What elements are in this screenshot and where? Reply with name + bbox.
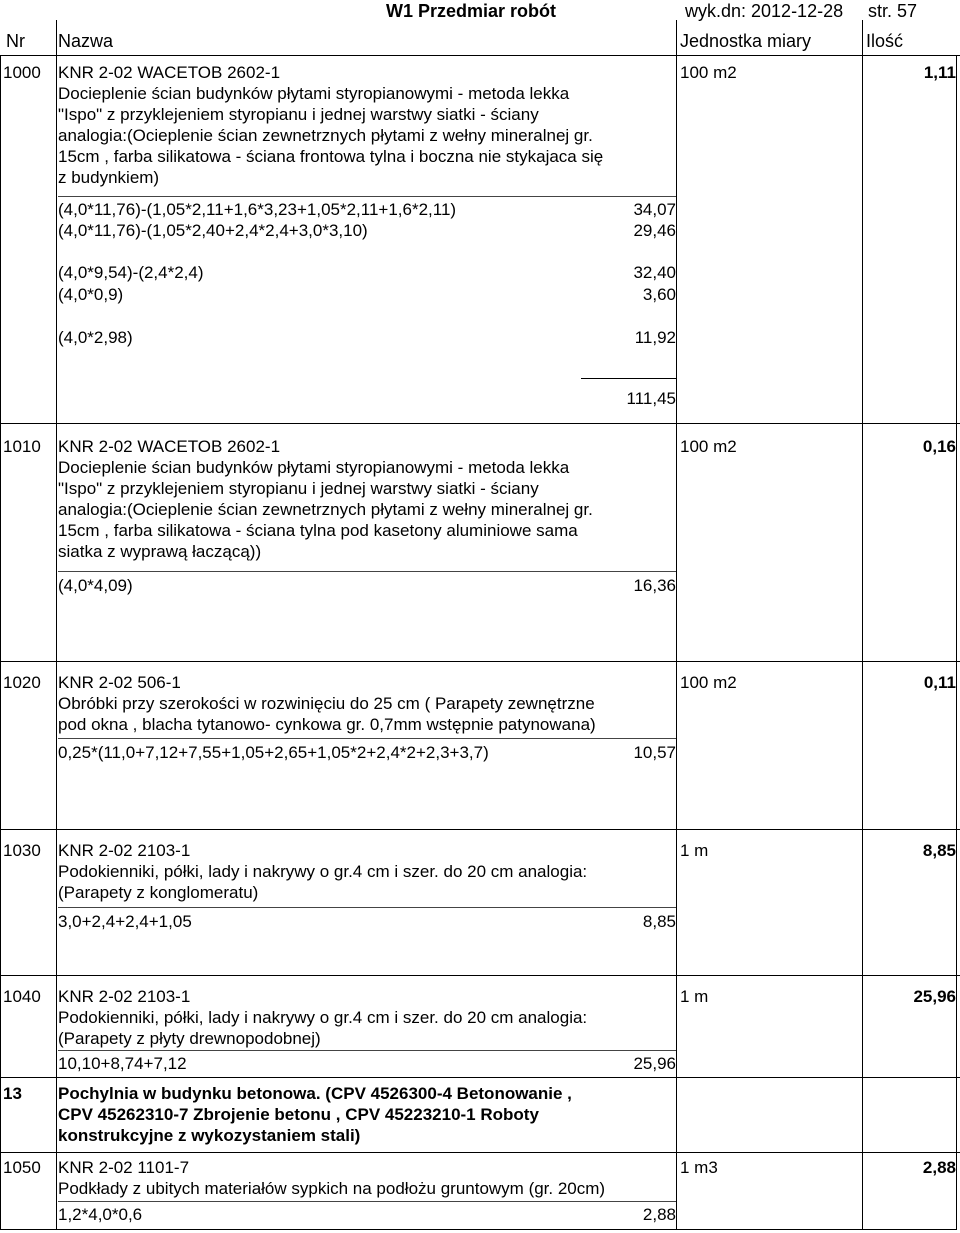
item-description-line: (Parapety z konglomeratu) [58,883,259,902]
calc-value: 8,85 [642,912,676,931]
item-number: 1000 [3,63,41,82]
item-description-line: (Parapety z płyty drewnopodobnej) [58,1029,321,1048]
calc-expression: 0,25*(11,0+7,12+7,55+1,05+2,65+1,05*2+2,4*2+2,3+3,7) [58,743,489,762]
item-quantity: 2,88 [922,1158,956,1177]
item-code: KNR 2-02 506-1 [58,673,181,692]
calc-expression: 1,2*4,0*0,6 [58,1205,143,1224]
item-description-line: analogia:(Ocieplenie ścian zewnetrznych płytami z wełny mineralnej gr. [58,500,593,519]
item-description-line: "Ispo" z przyklejeniem styropianu i jednej warstwy siatki - ściany [58,105,539,124]
item-unit: 1 m [680,987,709,1006]
column-header-jednostka: Jednostka miary [680,31,812,51]
header-divider [676,20,677,55]
item-quantity: 1,11 [923,63,956,82]
calc-separator [58,1201,676,1202]
item-description-line: z budynkiem) [58,168,160,187]
calc-expression: (4,0*2,98) [58,328,133,347]
row-rule [0,1077,960,1078]
item-number: 1020 [3,673,41,692]
item-unit: 1 m [680,841,709,860]
item-description-line: pod okna , blacha tytanowo- cynkowa gr. 0,7mm wstępnie patynowana) [58,715,596,734]
calc-separator [58,1050,676,1051]
item-code: KNR 2-02 2103-1 [58,987,191,1006]
item-description-line: Podokienniki, półki, lady i nakrywy o gr.4 cm i szer. do 20 cm analogia: [58,1008,588,1027]
calc-value: 25,96 [633,1054,676,1073]
item-unit: 100 m2 [680,63,737,82]
section-title-line: Pochylnia w budynku betonowa. (CPV 4526300-4 Betonowanie , [58,1084,572,1103]
calc-separator [58,571,676,572]
item-unit: 1 m3 [680,1158,718,1177]
calc-expression: (4,0*11,76)-(1,05*2,11+1,6*3,23+1,05*2,11+1,6*2,11) [58,200,457,219]
column-header-nr: Nr [6,31,25,51]
item-description-line: siatka z wyprawą łaczącą)) [58,542,262,561]
header-rule [0,55,960,56]
item-description-line: 15cm , farba silikatowa - ściana frontowa tylna i boczna nie stykajaca się [58,147,604,166]
column-header-ilosc: Ilość [866,31,904,51]
item-code: KNR 2-02 WACETOB 2602-1 [58,437,281,456]
item-quantity: 25,96 [913,987,956,1006]
item-number: 1030 [3,841,41,860]
row-rule [0,661,960,662]
header-divider [56,20,57,55]
item-number: 1010 [3,437,41,456]
document-date: wyk.dn: 2012-12-28 [685,1,844,21]
item-code: KNR 2-02 2103-1 [58,841,191,860]
document-title: W1 Przedmiar robót [386,1,557,21]
table-border-bottom [0,1229,957,1230]
item-unit: 100 m2 [680,673,737,692]
item-code: KNR 2-02 WACETOB 2602-1 [58,63,281,82]
calc-value: 34,07 [633,200,676,219]
item-description-line: 15cm , farba silikatowa - ściana tylna pod kasetony aluminiowe sama [58,521,578,540]
calc-separator [58,907,676,908]
item-number: 1050 [3,1158,41,1177]
section-title-line: CPV 45262310-7 Zbrojenie betonu , CPV 45223210-1 Roboty [58,1105,539,1124]
item-description-line: analogia:(Ocieplenie ścian zewnetrznych płytami z wełny mineralnej gr. [58,126,593,145]
section-number: 13 [3,1084,22,1103]
calc-expression: 10,10+8,74+7,12 [58,1054,187,1073]
calc-separator [58,738,676,739]
column-divider [676,55,677,1230]
column-divider [862,55,863,1230]
item-description-line: Docieplenie ścian budynków płytami styropianowymi - metoda lekka [58,84,570,103]
table-border-right [956,55,957,1230]
calc-value: 32,40 [633,263,676,282]
calc-expression: (4,0*11,76)-(1,05*2,40+2,4*2,4+3,0*3,10) [58,221,368,240]
header-divider [862,20,863,55]
calc-expression: (4,0*0,9) [58,285,124,304]
calc-separator [58,196,676,197]
row-rule [0,1152,960,1153]
page-number: str. 57 [868,1,918,21]
row-rule [0,423,960,424]
calc-value: 10,57 [633,743,676,762]
item-description-line: "Ispo" z przyklejeniem styropianu i jednej warstwy siatki - ściany [58,479,539,498]
item-description-line: Podkłady z ubitych materiałów sypkich na podłożu gruntowym (gr. 20cm) [58,1179,606,1198]
item-description-line: Podokienniki, półki, lady i nakrywy o gr.4 cm i szer. do 20 cm analogia: [58,862,588,881]
calc-value: 29,46 [633,221,676,240]
item-quantity: 0,16 [922,437,956,456]
item-description-line: Docieplenie ścian budynków płytami styropianowymi - metoda lekka [58,458,570,477]
item-quantity: 8,85 [922,841,956,860]
calc-total: 111,45 [626,389,676,408]
item-description-line: Obróbki przy szerokości w rozwinięciu do 25 cm ( Parapety zewnętrzne [58,694,595,713]
calc-value: 3,60 [642,285,676,304]
item-unit: 100 m2 [680,437,737,456]
row-rule [0,829,960,830]
item-quantity: 0,11 [923,673,956,692]
table-border-left [0,55,1,1230]
sum-rule [581,378,677,379]
column-header-nazwa: Nazwa [58,31,114,51]
item-number: 1040 [3,987,41,1006]
calc-expression: (4,0*4,09) [58,576,133,595]
section-title-line: konstrukcyjne z wykozystaniem stali) [58,1126,361,1145]
calc-value: 11,92 [634,328,676,347]
calc-value: 16,36 [633,576,676,595]
item-code: KNR 2-02 1101-7 [58,1158,190,1177]
calc-expression: (4,0*9,54)-(2,4*2,4) [58,263,204,282]
calc-value: 2,88 [642,1205,676,1224]
row-rule [0,975,960,976]
calc-expression: 3,0+2,4+2,4+1,05 [58,912,192,931]
column-divider [56,55,57,1230]
